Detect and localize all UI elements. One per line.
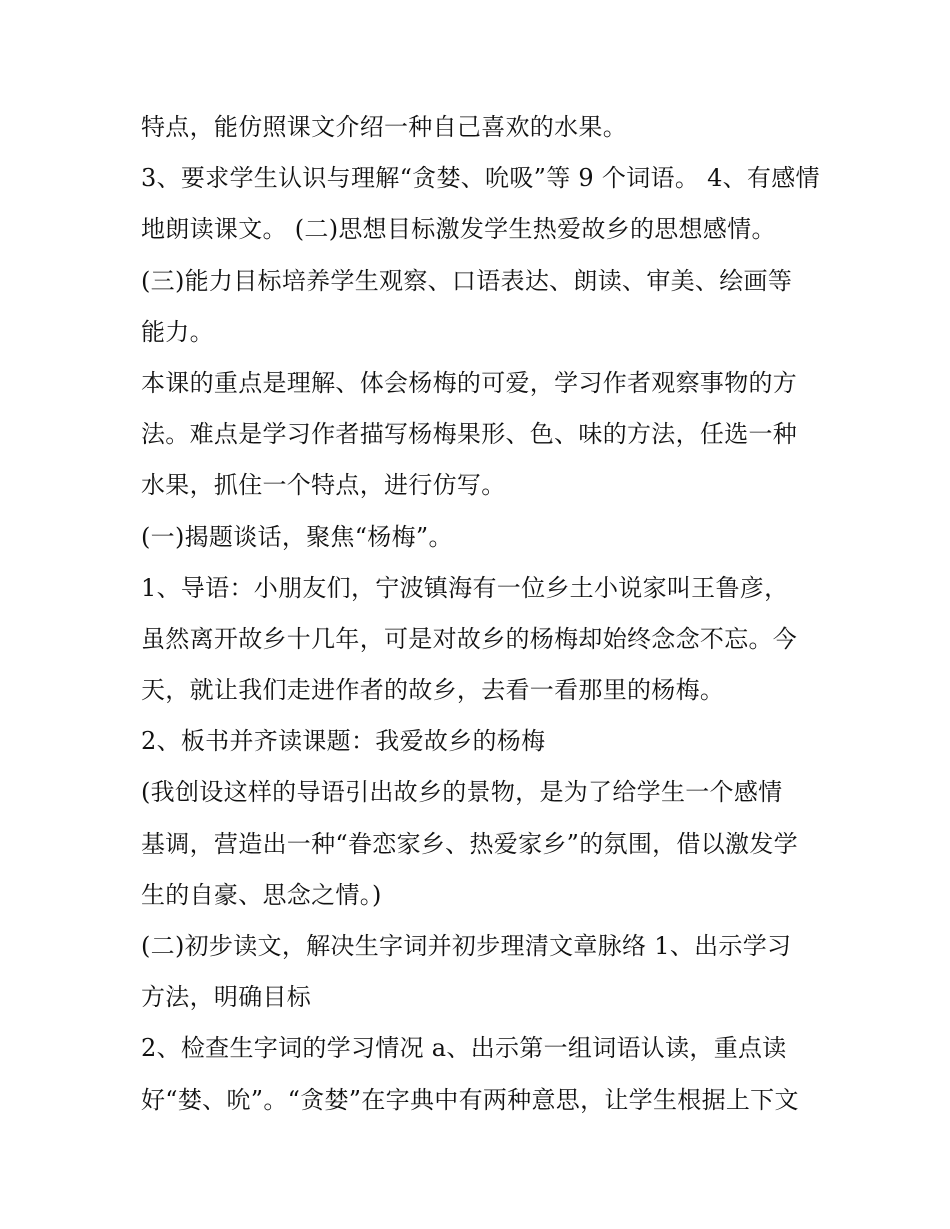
text-line: 地朗读课文。 (二)思想目标激发学生热爱故乡的思想感情。 bbox=[141, 215, 776, 244]
text-line: 本课的重点是理解、体会杨梅的可爱，学习作者观察事物的方 bbox=[141, 368, 798, 397]
text-line: 能力。 bbox=[141, 317, 214, 346]
section-heading: (一)揭题谈话，聚焦“杨梅”。 bbox=[141, 522, 453, 551]
text-line: 3、要求学生认识与理解“贪婪、吮吸”等 9 个词语。 4、有感情 bbox=[141, 164, 820, 193]
section-heading: (二)初步读文，解决生字词并初步理清文章脉络 1、出示学习 bbox=[141, 932, 792, 960]
text-line: (三)能力目标培养学生观察、口语表达、朗读、审美、绘画等 bbox=[141, 266, 793, 295]
text-line: 虽然离开故乡十几年，可是对故乡的杨梅却始终念念不忘。今 bbox=[141, 624, 798, 653]
text-line: 天，就让我们走进作者的故乡，去看一看那里的杨梅。 bbox=[141, 676, 725, 705]
text-line: 基调，营造出一种“眷恋家乡、热爱家乡”的氛围，借以激发学 bbox=[141, 829, 798, 858]
text-line: 生的自豪、思念之情。) bbox=[141, 880, 382, 909]
text-line: 1、导语：小朋友们，宁波镇海有一位乡土小说家叫王鲁彦， bbox=[141, 573, 789, 602]
text-line: 法。难点是学习作者描写杨梅果形、色、味的方法，任选一种 bbox=[141, 420, 798, 449]
text-line: 好“婪、吮”。“贪婪”在字典中有两种意思，让学生根据上下文 bbox=[141, 1085, 799, 1114]
text-line: (我创设这样的导语引出故乡的景物，是为了给学生一个感情 bbox=[141, 778, 783, 807]
document-body bbox=[141, 102, 821, 1126]
text-line: 水果，抓住一个特点，进行仿写。 bbox=[141, 471, 506, 500]
text-line: 特点，能仿照课文介绍一种自己喜欢的水果。 bbox=[141, 113, 627, 141]
text-line: 方法，明确目标 bbox=[141, 983, 312, 1012]
text-line: 2、板书并齐读课题：我爱故乡的杨梅 bbox=[141, 727, 546, 756]
text-line: 2、检查生字词的学习情况 a、出示第一组词语认读，重点读 bbox=[141, 1034, 787, 1063]
